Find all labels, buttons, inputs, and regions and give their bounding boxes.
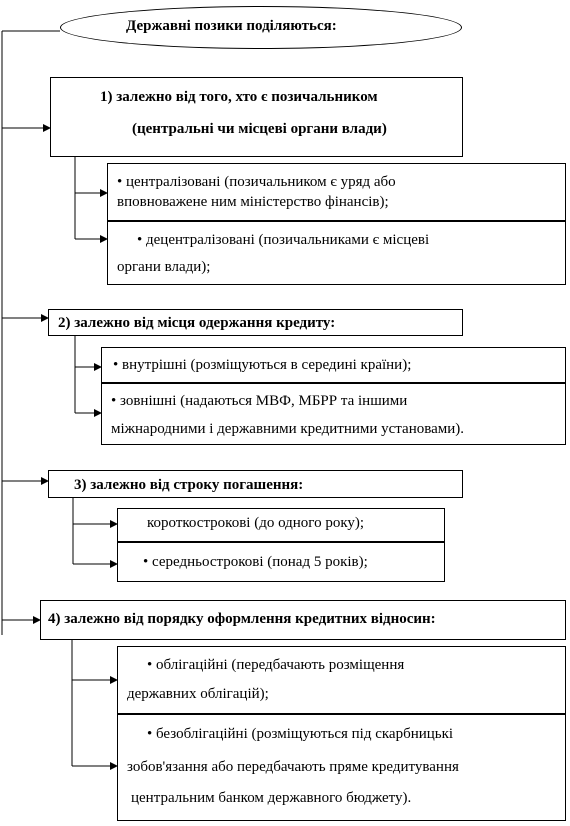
group-2-heading: 2) залежно від місця одержання кредиту: (58, 315, 336, 331)
group-2-item-1-line-1: • внутрішні (розміщуються в середині країни); (113, 357, 412, 373)
group-1-item-1-line-2: вповноважене ним міністерство фінансів); (117, 194, 389, 210)
group-3-item-2-line-1: • середньострокові (понад 5 років); (143, 554, 368, 570)
group-1-item-1-line-1: • централізовані (позичальником є уряд або (117, 174, 396, 190)
group-4-item-2-line-1: • безоблігаційні (розміщуються під скарбницькі (147, 726, 454, 742)
group-1-item-2-line-1: • децентралізовані (позичальниками є місцеві (137, 232, 430, 248)
group-4-item-1-line-1: • облігаційні (передбачають розміщення (147, 657, 405, 673)
group-1-heading: 1) залежно від того, хто є позичальником (100, 89, 378, 105)
group-2-item-2-line-2: міжнародними і державними кредитними установами). (111, 421, 465, 437)
group-3-item-1-line-1: короткострокові (до одного року); (147, 515, 365, 531)
group-1-item-1-box (107, 163, 566, 221)
group-4-item-1-line-2: державних облігацій); (127, 686, 269, 702)
group-4-heading: 4) залежно від порядку оформлення кредитних відносин: (48, 611, 436, 627)
group-2-item-2-line-1: • зовнішні (надаються МВФ, МБРР та іншими (111, 393, 408, 409)
group-3-heading: 3) залежно від строку погашення: (74, 477, 304, 493)
group-1-item-2-line-2: органи влади); (117, 259, 211, 275)
diagram-title: Державні позики поділяються: (126, 18, 337, 34)
group-1-heading-line2: (центральні чи місцеві органи влади) (132, 121, 387, 137)
group-4-item-2-line-3: центральним банком державного бюджету). (131, 790, 412, 806)
group-4-item-2-line-2: зобов'язання або передбачають пряме кредитування (127, 759, 459, 775)
